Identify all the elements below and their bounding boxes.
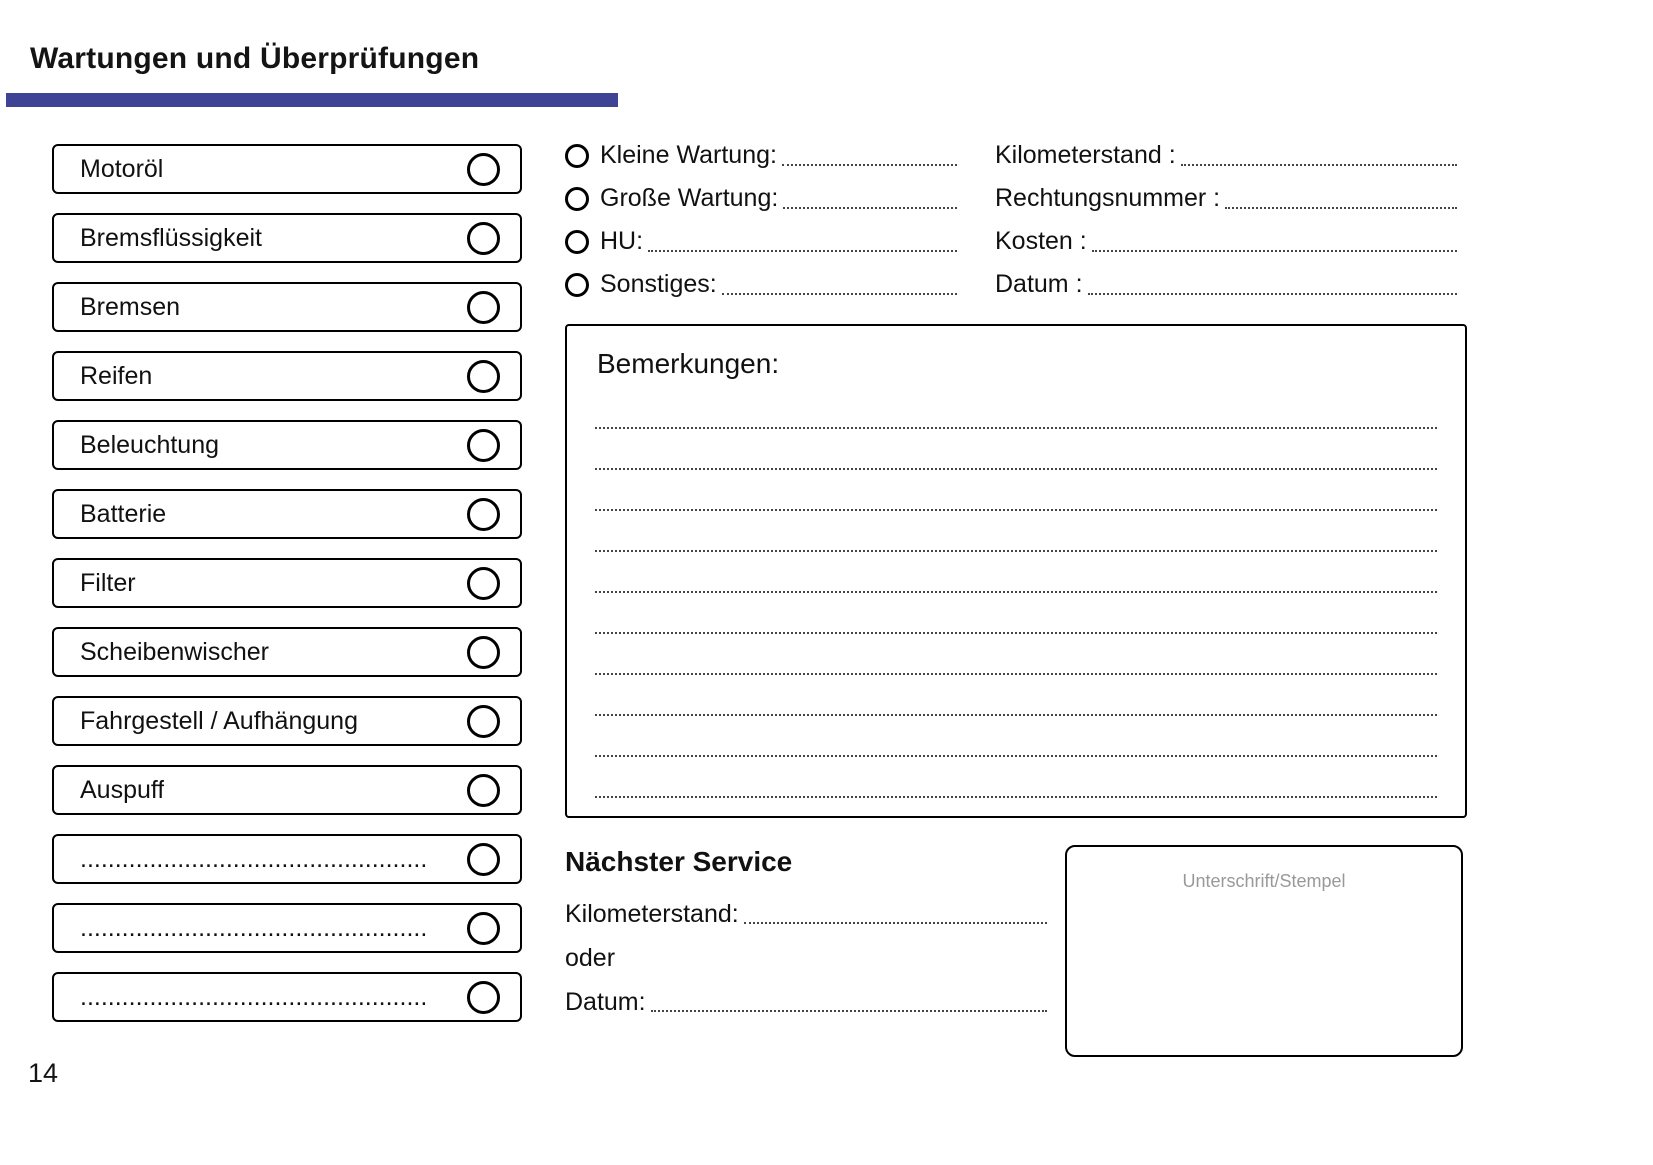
- checklist-item: [52, 696, 522, 746]
- checklist-item: [52, 765, 522, 815]
- check-circle: [467, 981, 500, 1014]
- checklist-item: [52, 420, 522, 470]
- checklist-item-label: Scheibenwischer: [80, 637, 269, 666]
- fill-line: [1225, 207, 1457, 209]
- checklist-item: [52, 282, 522, 332]
- option-label: HU:: [600, 227, 644, 255]
- option-circle: [565, 230, 589, 254]
- option-label: Kleine Wartung:: [600, 141, 777, 169]
- checklist-item: [52, 489, 522, 539]
- checklist-item-label: Bremsen: [80, 292, 181, 321]
- checklist-item: [52, 558, 522, 608]
- checklist-item-blank: [52, 834, 522, 884]
- fill-line: [722, 293, 957, 295]
- remarks-line: [595, 429, 1437, 470]
- checklist-item-label: ..................................................: [80, 982, 428, 1011]
- page-number: 14: [28, 1058, 59, 1088]
- checklist-item-label: ..................................................: [80, 844, 428, 873]
- checklist-item-label: Beleuchtung: [80, 430, 220, 459]
- checklist-item: [52, 213, 522, 263]
- service-type-option: [565, 263, 957, 306]
- remarks-line: [595, 552, 1437, 593]
- page-title: Wartungen und Überprüfungen: [30, 42, 480, 75]
- checklist-item-blank: [52, 903, 522, 953]
- field-label: Datum :: [995, 270, 1083, 298]
- field-label: Kilometerstand :: [995, 141, 1176, 169]
- title-underline-bar: [6, 93, 618, 107]
- checklist-item-label: Fahrgestell / Aufhängung: [80, 706, 358, 735]
- checklist-item: [52, 627, 522, 677]
- field-label: Kilometerstand:: [565, 899, 739, 928]
- fill-line: [651, 1010, 1047, 1012]
- check-circle: [467, 360, 500, 393]
- remarks-line: [595, 511, 1437, 552]
- service-type-option: [565, 220, 957, 263]
- checklist-item-label: Batterie: [80, 499, 167, 528]
- remarks-line: [595, 716, 1437, 757]
- check-circle: [467, 222, 500, 255]
- remarks-lines: [595, 388, 1437, 798]
- next-service-km-field: [565, 892, 1047, 936]
- remarks-line: [595, 470, 1437, 511]
- remarks-title: Bemerkungen:: [597, 348, 780, 379]
- next-service-date-field: [565, 980, 1047, 1024]
- fill-line: [782, 164, 957, 166]
- fill-line: [648, 250, 957, 252]
- maintenance-checklist: [52, 144, 522, 1041]
- option-circle: [565, 144, 589, 168]
- check-circle: [467, 498, 500, 531]
- option-label: Sonstiges:: [600, 270, 717, 298]
- option-label: Große Wartung:: [600, 184, 779, 212]
- service-type-option: [565, 134, 957, 177]
- remarks-box: [565, 324, 1467, 818]
- check-circle: [467, 567, 500, 600]
- service-field: [995, 177, 1457, 220]
- check-circle: [467, 291, 500, 324]
- fill-line: [1092, 250, 1457, 252]
- checklist-item-label: Motoröl: [80, 154, 164, 183]
- fill-line: [744, 922, 1047, 924]
- checklist-item-label: Reifen: [80, 361, 153, 390]
- checklist-item-label: Auspuff: [80, 775, 165, 804]
- checklist-item-label: Bremsflüssigkeit: [80, 223, 262, 252]
- checklist-item: [52, 351, 522, 401]
- field-label: Rechtungsnummer :: [995, 184, 1221, 212]
- option-circle: [565, 273, 589, 297]
- checklist-item-blank: [52, 972, 522, 1022]
- service-field: [995, 263, 1457, 306]
- remarks-line: [595, 593, 1437, 634]
- service-type-option: [565, 177, 957, 220]
- fill-line: [1088, 293, 1457, 295]
- checklist-item-label: ..................................................: [80, 913, 428, 942]
- remarks-line: [595, 675, 1437, 716]
- check-circle: [467, 705, 500, 738]
- check-circle: [467, 843, 500, 876]
- fill-line: [1181, 164, 1457, 166]
- next-service-title: Nächster Service: [565, 846, 793, 877]
- checklist-item: [52, 144, 522, 194]
- service-type-options: [565, 134, 957, 306]
- field-label: Kosten :: [995, 227, 1087, 255]
- service-field: [995, 134, 1457, 177]
- service-detail-fields: [995, 134, 1457, 306]
- check-circle: [467, 153, 500, 186]
- signature-label: Unterschrift/Stempel: [1182, 871, 1346, 891]
- check-circle: [467, 636, 500, 669]
- signature-box: [1065, 845, 1463, 1057]
- next-service-section: [565, 846, 1047, 1024]
- next-service-or-label: oder: [565, 943, 616, 972]
- remarks-line: [595, 634, 1437, 675]
- remarks-line: [595, 388, 1437, 429]
- check-circle: [467, 912, 500, 945]
- check-circle: [467, 429, 500, 462]
- field-label: Datum:: [565, 987, 646, 1016]
- fill-line: [783, 207, 957, 209]
- checklist-item-label: Filter: [80, 568, 136, 597]
- check-circle: [467, 774, 500, 807]
- remarks-line: [595, 757, 1437, 798]
- option-circle: [565, 187, 589, 211]
- service-field: [995, 220, 1457, 263]
